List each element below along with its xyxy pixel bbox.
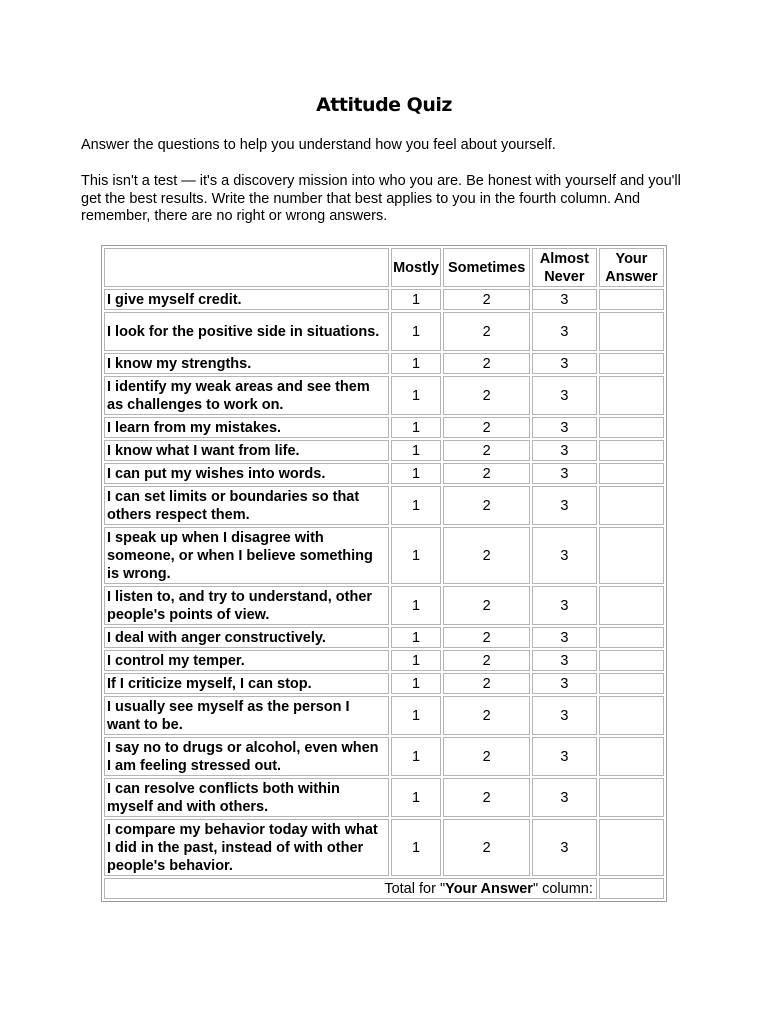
almost-never-cell: 3: [532, 353, 597, 374]
table-row: [104, 527, 664, 584]
answer-cell[interactable]: [599, 440, 664, 461]
answer-cell[interactable]: [599, 289, 664, 310]
answer-cell[interactable]: [599, 527, 664, 584]
mostly-cell: 1: [391, 463, 442, 484]
mostly-cell: 1: [391, 289, 442, 310]
mostly-cell: 1: [391, 376, 442, 415]
sometimes-cell: 2: [443, 586, 529, 625]
sometimes-cell: 2: [443, 376, 529, 415]
statement-cell: I say no to drugs or alcohol, even when I am feeling stressed out.: [104, 737, 389, 776]
table-row: [104, 778, 664, 817]
almost-never-cell: 3: [532, 627, 597, 648]
statement-cell: I learn from my mistakes.: [104, 417, 389, 438]
almost-never-cell: 3: [532, 737, 597, 776]
table-row: [104, 486, 664, 525]
statement-cell: I control my temper.: [104, 650, 389, 671]
mostly-cell: 1: [391, 696, 442, 735]
almost-never-cell: 3: [532, 527, 597, 584]
sometimes-cell: 2: [443, 696, 529, 735]
sometimes-cell: 2: [443, 737, 529, 776]
statement-cell: I know my strengths.: [104, 353, 389, 374]
sometimes-cell: 2: [443, 627, 529, 648]
answer-cell[interactable]: [599, 376, 664, 415]
mostly-cell: 1: [391, 486, 442, 525]
header-sometimes: Sometimes: [443, 248, 529, 287]
statement-cell: I deal with anger constructively.: [104, 627, 389, 648]
answer-cell[interactable]: [599, 417, 664, 438]
answer-cell[interactable]: [599, 312, 664, 351]
sometimes-cell: 2: [443, 486, 529, 525]
statement-cell: I look for the positive side in situations.: [104, 312, 389, 351]
statement-cell: I speak up when I disagree with someone, or when I believe something is wrong.: [104, 527, 389, 584]
statement-cell: I can resolve conflicts both within myself and with others.: [104, 778, 389, 817]
almost-never-cell: 3: [532, 819, 597, 876]
mostly-cell: 1: [391, 586, 442, 625]
almost-never-cell: 3: [532, 376, 597, 415]
almost-never-cell: 3: [532, 650, 597, 671]
answer-cell[interactable]: [599, 463, 664, 484]
sometimes-cell: 2: [443, 440, 529, 461]
answer-cell[interactable]: [599, 486, 664, 525]
sometimes-cell: 2: [443, 673, 529, 694]
table-row: [104, 673, 664, 694]
table-row: [104, 819, 664, 876]
sometimes-cell: 2: [443, 819, 529, 876]
answer-cell[interactable]: [599, 627, 664, 648]
total-row: [104, 878, 664, 899]
table-row: [104, 289, 664, 310]
page-title: Attitude Quiz: [316, 94, 452, 116]
table-row: [104, 463, 664, 484]
mostly-cell: 1: [391, 650, 442, 671]
almost-never-cell: 3: [532, 673, 597, 694]
almost-never-cell: 3: [532, 463, 597, 484]
answer-cell[interactable]: [599, 737, 664, 776]
sometimes-cell: 2: [443, 527, 529, 584]
statement-cell: I compare my behavior today with what I did in the past, instead of with other people's behavior.: [104, 819, 389, 876]
answer-cell[interactable]: [599, 586, 664, 625]
mostly-cell: 1: [391, 312, 442, 351]
mostly-cell: 1: [391, 440, 442, 461]
total-label-bold: Your Answer: [445, 880, 533, 897]
almost-never-cell: 3: [532, 440, 597, 461]
almost-never-cell: 3: [532, 417, 597, 438]
header-statement: [104, 248, 389, 287]
header-mostly: Mostly: [391, 248, 442, 287]
table-row: [104, 627, 664, 648]
statement-cell: If I criticize myself, I can stop.: [104, 673, 389, 694]
table-row: [104, 737, 664, 776]
total-label: [104, 878, 597, 899]
mostly-cell: 1: [391, 778, 442, 817]
sometimes-cell: 2: [443, 650, 529, 671]
sometimes-cell: 2: [443, 353, 529, 374]
statement-cell: I can set limits or boundaries so that others respect them.: [104, 486, 389, 525]
statement-cell: I give myself credit.: [104, 289, 389, 310]
table-row: [104, 353, 664, 374]
mostly-cell: 1: [391, 353, 442, 374]
statement-cell: I identify my weak areas and see them as challenges to work on.: [104, 376, 389, 415]
sometimes-cell: 2: [443, 778, 529, 817]
almost-never-cell: 3: [532, 778, 597, 817]
statement-cell: I can put my wishes into words.: [104, 463, 389, 484]
table-row: [104, 696, 664, 735]
almost-never-cell: 3: [532, 289, 597, 310]
mostly-cell: 1: [391, 673, 442, 694]
header-your-answer: Your Answer: [599, 248, 664, 287]
total-answer-cell[interactable]: [599, 878, 664, 899]
answer-cell[interactable]: [599, 353, 664, 374]
table-row: [104, 650, 664, 671]
table-row: [104, 417, 664, 438]
quiz-table: [101, 245, 667, 902]
answer-cell[interactable]: [599, 650, 664, 671]
answer-cell[interactable]: [599, 696, 664, 735]
statement-cell: I know what I want from life.: [104, 440, 389, 461]
table-row: [104, 312, 664, 351]
almost-never-cell: 3: [532, 586, 597, 625]
total-label-prefix: Total for ": [384, 880, 446, 897]
sometimes-cell: 2: [443, 312, 529, 351]
table-row: [104, 586, 664, 625]
sometimes-cell: 2: [443, 289, 529, 310]
mostly-cell: 1: [391, 527, 442, 584]
answer-cell[interactable]: [599, 778, 664, 817]
intro-paragraph: Answer the questions to help you understand how you feel about yourself.: [81, 137, 556, 153]
header-row: [104, 248, 664, 287]
statement-cell: I usually see myself as the person I want to be.: [104, 696, 389, 735]
almost-never-cell: 3: [532, 486, 597, 525]
mostly-cell: 1: [391, 819, 442, 876]
mostly-cell: 1: [391, 417, 442, 438]
answer-cell[interactable]: [599, 673, 664, 694]
answer-cell[interactable]: [599, 819, 664, 876]
mostly-cell: 1: [391, 737, 442, 776]
description-paragraph: This isn't a test — it's a discovery mission into who you are. Be honest with yourself and you'll get the best results. Write the number that best applies to you in the fourth column. And remember, there are no right or wrong answers.: [81, 173, 681, 224]
statement-cell: I listen to, and try to understand, other people's points of view.: [104, 586, 389, 625]
table-row: [104, 376, 664, 415]
sometimes-cell: 2: [443, 463, 529, 484]
mostly-cell: 1: [391, 627, 442, 648]
sometimes-cell: 2: [443, 417, 529, 438]
header-almost-never: Almost Never: [532, 248, 597, 287]
almost-never-cell: 3: [532, 696, 597, 735]
total-label-suffix: " column:: [532, 880, 593, 897]
table-row: [104, 440, 664, 461]
almost-never-cell: 3: [532, 312, 597, 351]
